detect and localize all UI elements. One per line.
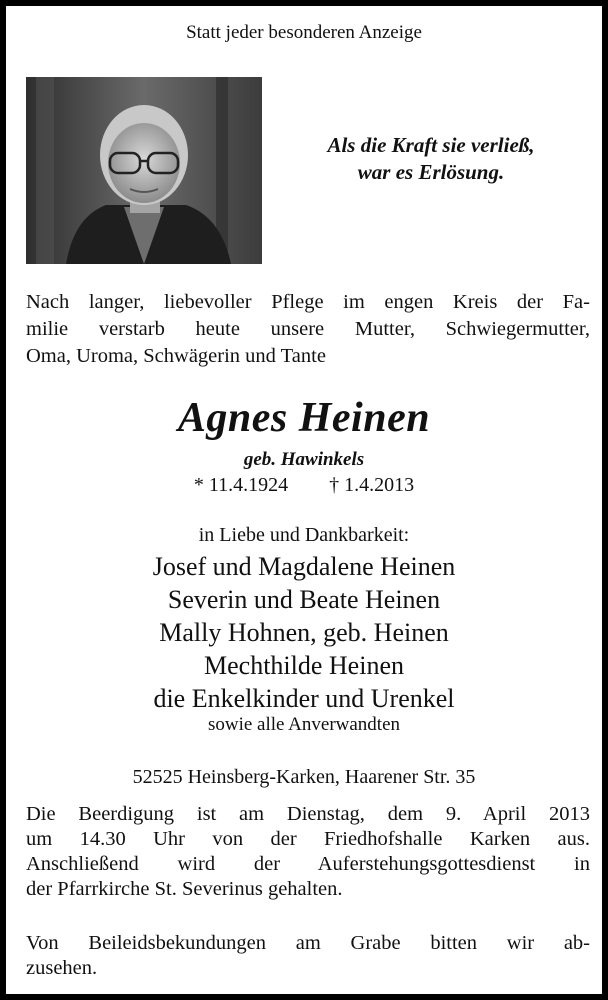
family-member: Josef und Magdalene Heinen <box>152 552 456 581</box>
intro-paragraph <box>26 289 590 370</box>
funeral-paragraph <box>26 802 590 902</box>
portrait-image <box>26 77 262 264</box>
funeral-line: Die Beerdigung ist am Dienstag, dem 9. April 2013 <box>26 803 590 825</box>
thanks-line: in Liebe und Dankbarkeit: <box>198 524 410 546</box>
notice-header: Statt jeder besonderen Anzeige <box>186 22 422 43</box>
quote-line: war es Erlösung. <box>357 160 505 184</box>
condolence-paragraph <box>26 931 590 981</box>
intro-line: milie verstarb heute unsere Mutter, Schwiegermutter, <box>26 318 590 340</box>
obituary-notice <box>6 6 602 994</box>
life-dates <box>6 474 602 497</box>
family-member: Severin und Beate Heinen <box>167 585 441 614</box>
funeral-line: der Pfarrkirche St. Severinus gehalten. <box>26 878 343 900</box>
portrait-photo <box>26 77 262 264</box>
family-list <box>6 550 602 715</box>
funeral-line: um 14.30 Uhr von der Friedhofshalle Karken aus. <box>26 828 590 850</box>
birth-date: * 11.4.1924 <box>193 474 289 496</box>
family-member: die Enkelkinder und Urenkel <box>153 684 455 713</box>
relatives-line: sowie alle Anverwandten <box>207 714 401 735</box>
intro-line: Nach langer, liebevoller Pflege im engen Kreis der Fa- <box>26 291 590 313</box>
address: 52525 Heinsberg-Karken, Haarener Str. 35 <box>132 766 476 788</box>
condolence-line: zusehen. <box>26 957 98 979</box>
condolence-line: Von Beileidsbekundungen am Grabe bitten wir ab- <box>26 932 590 954</box>
birth-name: geb. Hawinkels <box>243 449 365 470</box>
family-member: Mechthilde Heinen <box>204 651 404 680</box>
death-date: † 1.4.2013 <box>329 474 415 496</box>
family-member: Mally Hohnen, geb. Heinen <box>159 618 449 647</box>
quote-line: Als die Kraft sie verließ, <box>327 133 535 157</box>
deceased-name: Agnes Heinen <box>177 395 431 441</box>
funeral-line: Anschließend wird der Auferstehungsgottesdienst in <box>26 853 590 875</box>
quote <box>281 132 581 186</box>
intro-line: Oma, Uroma, Schwägerin und Tante <box>26 345 326 367</box>
